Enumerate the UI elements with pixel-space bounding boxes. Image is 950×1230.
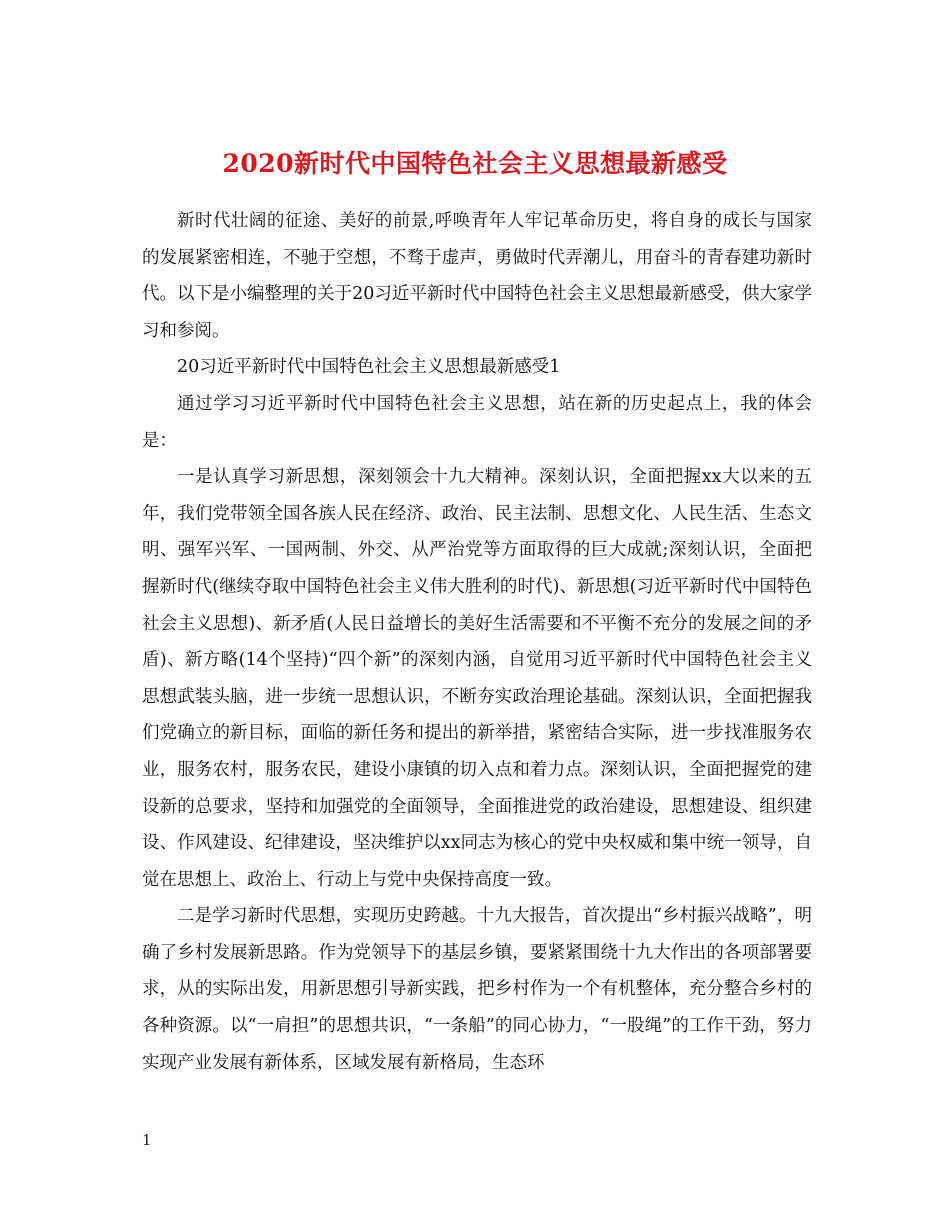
paragraph-lead: 通过学习习近平新时代中国特色社会主义思想，站在新的历史起点上，我的体会是：	[142, 393, 812, 451]
section-heading: 20习近平新时代中国特色社会主义思想最新感受1	[177, 357, 561, 378]
document-title: 2020新时代中国特色社会主义思想最新感受	[222, 148, 728, 178]
page-number: 1	[142, 1131, 152, 1149]
paragraph-point-two: 二是学习新时代思想，实现历史跨越。十九大报告，首次提出“乡村振兴战略”，明确了乡村发展新思路。作为党领导下的基层乡镇，要紧紧围绕十九大作出的各项部署要求，从的实际出发，用新思想引导新实践，把乡村作为一个有机整体，充分整合乡村的各种资源。以“一肩担”的思想共识，“一条船”的同心协力，“一股绳”的工作干劲，努力实现产业发展有新体系，区域发展有新格局，生态环	[142, 906, 812, 1073]
paragraph-point-one: 一是认真学习新思想，深刻领会十九大精神。深刻认识，全面把握xx大以来的五年，我们党带领全国各族人民在经济、政治、民主法制、思想文化、人民生活、生态文明、强军兴军、一国两制、外交、从严治党等方面取得的巨大成就;深刻认识，全面把握新时代(继续夺取中国特色社会主义伟大胜利的时代)、新思想(习近平新时代中国特色社会主义思想)、新矛盾(人民日益增长的美好生活需要和不平衡不充分的发展之间的矛盾)、新方略(14个坚持)“四个新”的深刻内涵，自觉用习近平新时代中国特色社会主义思想武装头脑，进一步统一思想认识，不断夯实政治理论基础。深刻认识，全面把握我们党确立的新目标，面临的新任务和提出的新举措，紧密结合实际，进一步找准服务农业，服务农村，服务农民，建设小康镇的切入点和着力点。深刻认识，全面把握党的建设新的总要求，坚持和加强党的全面领导，全面推进党的政治建设，思想建设、组织建设、作风建设、纪律建设，坚决维护以xx同志为核心的党中央权威和集中统一领导，自觉在思想上、政治上、行动上与党中央保持高度一致。	[142, 467, 812, 890]
paragraph-intro: 新时代壮阔的征途、美好的前景,呼唤青年人牢记革命历史，将自身的成长与国家的发展紧密相连，不驰于空想，不骛于虚声，勇做时代弄潮儿，用奋斗的青春建功新时代。以下是小编整理的关于20习近平新时代中国特色社会主义思想最新感受，供大家学习和参阅。	[142, 211, 812, 341]
document-body	[142, 203, 812, 1081]
